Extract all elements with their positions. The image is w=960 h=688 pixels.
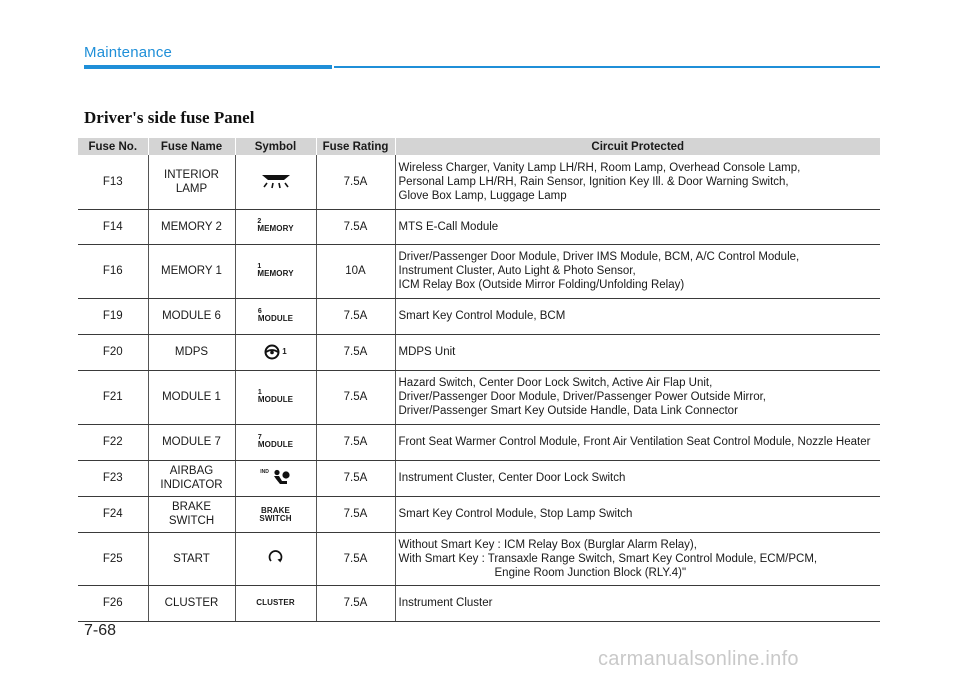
- section-title: Maintenance: [84, 44, 173, 61]
- fuse-name-line: AIRBAG: [169, 465, 214, 477]
- circuit-protected: [395, 334, 880, 370]
- fuse-symbol: [235, 424, 316, 460]
- circuit-protected: [395, 298, 880, 334]
- fuse-name-line: BRAKE: [172, 501, 211, 513]
- fuse-name: [148, 424, 235, 460]
- circuit-protected: [395, 424, 880, 460]
- fuse-name: [148, 334, 235, 370]
- fuse-no: F23: [78, 460, 148, 496]
- fuse-no: F13: [78, 155, 148, 209]
- fuse-name-line: CLUSTER: [164, 597, 219, 609]
- fuse-name: [148, 585, 235, 621]
- header-rule-thick: [84, 65, 332, 69]
- circuit-line: Driver/Passenger Door Module, Driver/Passenger Power Outside Mirror,: [398, 391, 766, 403]
- circuit-line: Driver/Passenger Smart Key Outside Handle, Data Link Connector: [398, 405, 738, 417]
- fuse-name: [148, 496, 235, 532]
- fuse-name: [148, 209, 235, 244]
- fuse-name: [148, 155, 235, 209]
- header-rule-thin: [334, 66, 880, 68]
- fuse-rating: 7.5A: [316, 532, 395, 585]
- fuse-name-line: MDPS: [174, 346, 209, 358]
- fuse-name-line: INDICATOR: [160, 479, 223, 491]
- circuit-line: MDPS Unit: [398, 346, 456, 358]
- table-header-row: [78, 138, 880, 155]
- table-row: [78, 496, 880, 532]
- fuse-symbol: [235, 532, 316, 585]
- airbag-indicator-icon: IND: [260, 467, 291, 489]
- fuse-name: [148, 244, 235, 298]
- fuse-rating: 7.5A: [316, 334, 395, 370]
- brake-switch-icon: BRAKE SWITCH: [259, 505, 292, 523]
- fuse-no: F22: [78, 424, 148, 460]
- column-header-fuse-name: Fuse Name: [148, 138, 235, 155]
- column-header-circuit-protected: Circuit Protected: [395, 138, 880, 155]
- fuse-symbol: [235, 298, 316, 334]
- circuit-line: ICM Relay Box (Outside Mirror Folding/Unfolding Relay): [398, 279, 685, 291]
- fuse-name-line: MEMORY 1: [161, 265, 222, 277]
- circuit-protected: [395, 209, 880, 244]
- circuit-line: Instrument Cluster, Center Door Lock Switch: [398, 472, 626, 484]
- table-row: [78, 244, 880, 298]
- fuse-table: [78, 138, 880, 622]
- circuit-protected: [395, 496, 880, 532]
- fuse-no: F21: [78, 370, 148, 424]
- circuit-line: MTS E-Call Module: [398, 220, 499, 233]
- circuit-line: Hazard Switch, Center Door Lock Switch, Active Air Flap Unit,: [398, 377, 713, 389]
- fuse-name-line: MODULE 1: [162, 391, 221, 403]
- fuse-rating: 7.5A: [316, 496, 395, 532]
- fuse-no: F26: [78, 585, 148, 621]
- panel-title: Driver's side fuse Panel: [84, 108, 255, 127]
- page-number: 7-68: [84, 622, 117, 639]
- circuit-line: With Smart Key : Transaxle Range Switch, Smart Key Control Module, ECM/PCM,: [398, 552, 818, 565]
- table-row: [78, 155, 880, 209]
- fuse-no: F24: [78, 496, 148, 532]
- circuit-line: Engine Room Junction Block (RLY.4)": [494, 566, 687, 579]
- circuit-protected: [395, 155, 880, 209]
- fuse-symbol: [235, 244, 316, 298]
- fuse-name: [148, 460, 235, 496]
- fuse-rating: 10A: [316, 244, 395, 298]
- circuit-line: Smart Key Control Module, Stop Lamp Switch: [398, 508, 633, 520]
- table-row: [78, 334, 880, 370]
- table-row: [78, 209, 880, 244]
- column-header-symbol: Symbol: [235, 138, 316, 155]
- circuit-line: Without Smart Key : ICM Relay Box (Burglar Alarm Relay),: [398, 538, 697, 551]
- fuse-rating: 7.5A: [316, 424, 395, 460]
- circuit-protected: [395, 460, 880, 496]
- module-icon: 6 MODULE: [257, 307, 294, 323]
- circuit-line: Front Seat Warmer Control Module, Front Air Ventilation Seat Control Module, Nozzle Heater: [398, 436, 871, 448]
- fuse-no: F14: [78, 209, 148, 244]
- fuse-rating: 7.5A: [316, 155, 395, 209]
- table-row: [78, 424, 880, 460]
- circuit-protected: [395, 244, 880, 298]
- fuse-rating: 7.5A: [316, 298, 395, 334]
- circuit-protected: [395, 585, 880, 621]
- fuse-symbol: [235, 370, 316, 424]
- table-row: [78, 532, 880, 585]
- fuse-symbol: [235, 585, 316, 621]
- memory-icon: 2 MEMORY: [257, 218, 294, 233]
- fuse-name: [148, 298, 235, 334]
- circuit-line: Wireless Charger, Vanity Lamp LH/RH, Room Lamp, Overhead Console Lamp,: [398, 161, 801, 174]
- circuit-protected: [395, 370, 880, 424]
- fuse-symbol: [235, 460, 316, 496]
- module-icon: 1 MODULE: [257, 388, 294, 404]
- table-row: [78, 298, 880, 334]
- fuse-name-line: MODULE 7: [162, 436, 221, 448]
- fuse-rating: 7.5A: [316, 370, 395, 424]
- fuse-no: F16: [78, 244, 148, 298]
- fuse-rating: 7.5A: [316, 585, 395, 621]
- circuit-line: Glove Box Lamp, Luggage Lamp: [398, 189, 567, 202]
- fuse-name: [148, 532, 235, 585]
- fuse-symbol: [235, 155, 316, 209]
- interior-lamp-icon: [258, 169, 294, 191]
- fuse-name-line: START: [173, 552, 210, 565]
- cluster-icon: CLUSTER: [256, 598, 295, 607]
- circuit-line: Driver/Passenger Door Module, Driver IMS Module, BCM, A/C Control Module,: [398, 251, 800, 263]
- table-row: [78, 370, 880, 424]
- circuit-line: Smart Key Control Module, BCM: [398, 310, 566, 322]
- fuse-no: F19: [78, 298, 148, 334]
- fuse-name-line: MODULE 6: [162, 310, 221, 322]
- fuse-name-line: LAMP: [175, 182, 208, 195]
- fuse-name-line: SWITCH: [168, 515, 215, 527]
- fuse-rating: 7.5A: [316, 460, 395, 496]
- circuit-protected: [395, 532, 880, 585]
- fuse-symbol: [235, 334, 316, 370]
- fuse-no: F20: [78, 334, 148, 370]
- module-icon: 7 MODULE: [257, 433, 294, 449]
- column-header-fuse-no: Fuse No.: [78, 138, 148, 155]
- table-row: [78, 460, 880, 496]
- steering-wheel-icon: 1: [264, 341, 286, 363]
- fuse-symbol: [235, 209, 316, 244]
- fuse-rating: 7.5A: [316, 209, 395, 244]
- column-header-fuse-rating: Fuse Rating: [316, 138, 395, 155]
- fuse-name-line: INTERIOR: [164, 168, 219, 181]
- memory-icon: 1 MEMORY: [257, 262, 294, 278]
- circuit-line: Instrument Cluster, Auto Light & Photo Sensor,: [398, 265, 636, 277]
- circuit-line: Personal Lamp LH/RH, Rain Sensor, Ignition Key Ill. & Door Warning Switch,: [398, 175, 789, 188]
- fuse-no: F25: [78, 532, 148, 585]
- fuse-name: [148, 370, 235, 424]
- watermark: carmanualsonline.info: [598, 648, 799, 670]
- start-icon: [267, 546, 285, 568]
- fuse-name-line: MEMORY 2: [161, 220, 222, 233]
- table-row: [78, 585, 880, 621]
- circuit-line: Instrument Cluster: [398, 597, 493, 609]
- fuse-symbol: [235, 496, 316, 532]
